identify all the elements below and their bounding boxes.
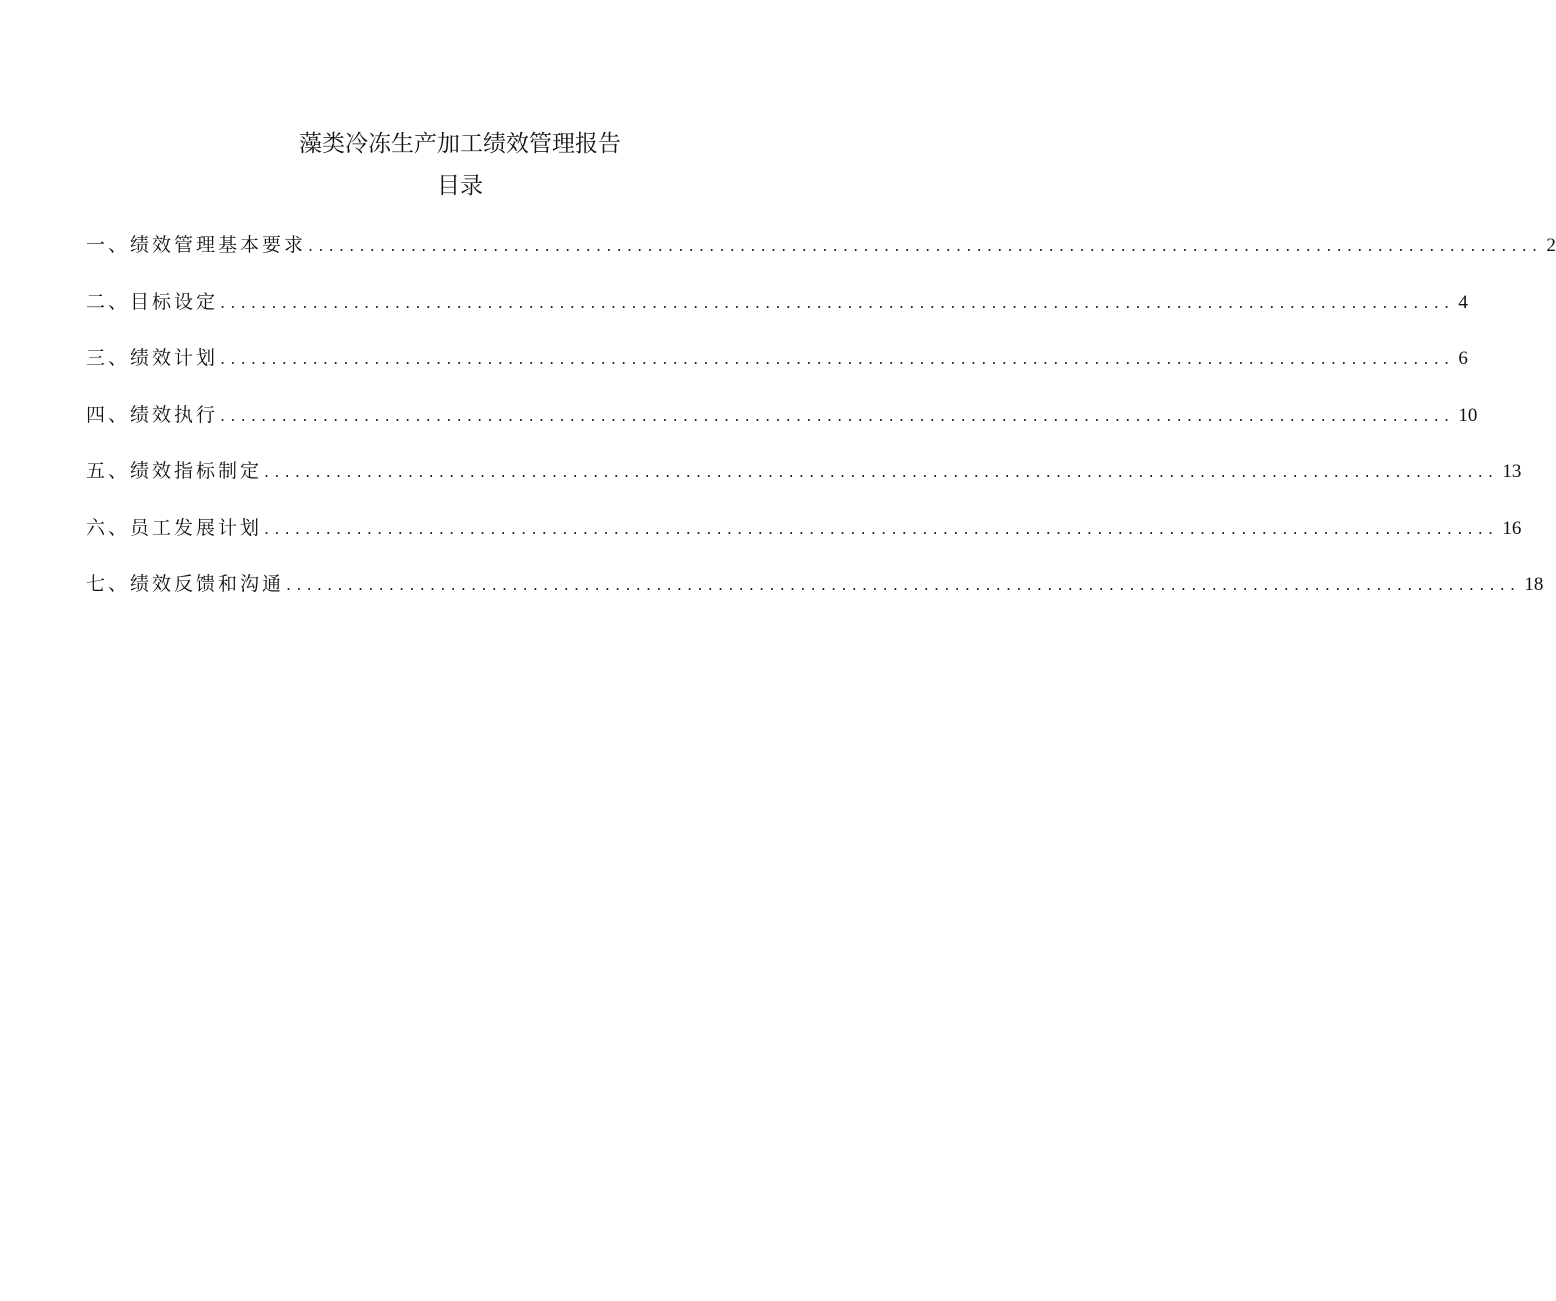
toc-dot-leader: ........................................................................................................................ — [264, 518, 1499, 538]
toc-entry[interactable] — [86, 287, 1468, 344]
toc-entry-number: 二、 — [86, 290, 131, 313]
toc-entry-title: 绩效反馈和沟通 — [130, 573, 285, 595]
toc-entry[interactable] — [86, 456, 1522, 513]
toc-entry-title: 目标设定 — [130, 290, 219, 313]
toc-entry-page: 2 — [1546, 235, 1556, 256]
toc-entry-number: 三、 — [86, 347, 131, 369]
toc-dot-leader: ........................................................................................................................ — [220, 349, 1455, 368]
table-of-contents — [86, 230, 1556, 626]
toc-entry-page: 6 — [1458, 348, 1468, 369]
toc-entry-number: 七、 — [86, 573, 131, 595]
toc-entry-title: 绩效指标制定 — [130, 460, 263, 482]
toc-entry-number: 五、 — [86, 460, 131, 482]
toc-entry[interactable] — [86, 343, 1468, 400]
toc-entry[interactable] — [86, 569, 1544, 626]
toc-entry-number: 一、 — [86, 234, 131, 256]
toc-entry-title: 绩效管理基本要求 — [130, 234, 307, 256]
toc-entry-page: 4 — [1458, 291, 1468, 313]
toc-dot-leader: ........................................................................................................................ — [308, 236, 1543, 255]
document-title: 藻类冷冻生产加工绩效管理报告 — [299, 131, 621, 157]
toc-entry-page: 13 — [1502, 461, 1522, 482]
toc-entry-page: 18 — [1524, 574, 1544, 595]
toc-entry-number: 六、 — [86, 516, 131, 539]
toc-heading: 目录 — [437, 173, 483, 199]
toc-entry-page: 16 — [1502, 517, 1522, 539]
toc-entry-title: 绩效执行 — [130, 403, 219, 426]
toc-entry[interactable] — [86, 400, 1478, 457]
toc-dot-leader: ........................................................................................................................ — [220, 292, 1455, 312]
toc-entry[interactable] — [86, 513, 1522, 570]
toc-dot-leader: ........................................................................................................................ — [286, 575, 1521, 594]
toc-entry-title: 绩效计划 — [130, 347, 219, 369]
toc-dot-leader: ........................................................................................................................ — [220, 405, 1455, 425]
toc-entry-number: 四、 — [86, 403, 131, 426]
toc-entry-page: 10 — [1458, 404, 1478, 426]
toc-entry[interactable] — [86, 230, 1556, 287]
toc-entry-title: 员工发展计划 — [130, 516, 263, 539]
toc-dot-leader: ........................................................................................................................ — [264, 462, 1499, 481]
